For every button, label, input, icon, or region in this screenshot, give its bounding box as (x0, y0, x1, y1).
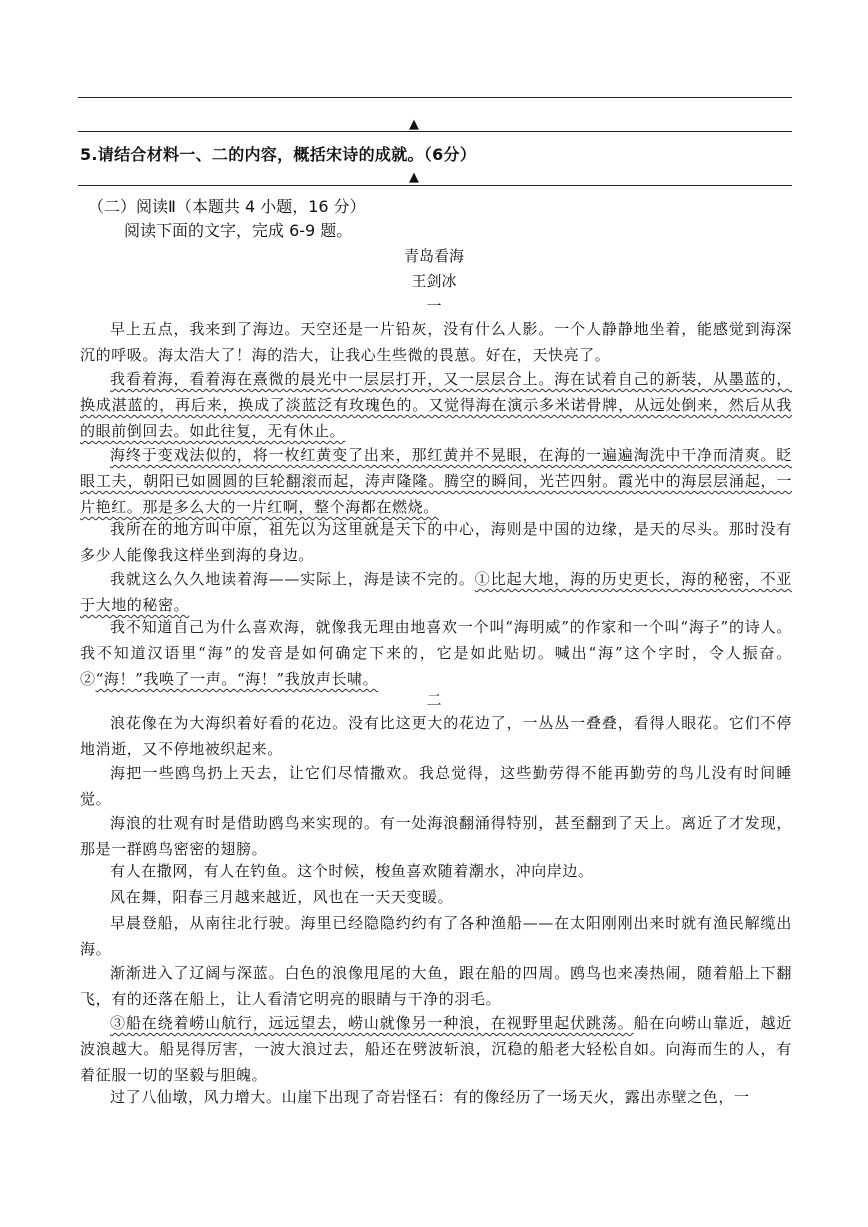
paragraph-12: 早晨登船，从南往北行驶。海里已经隐隐约约有了各种渔船——在太阳刚刚出来时就有渔民解缆出海。 (80, 914, 792, 958)
paragraph-13: 渐渐进入了辽阔与深蓝。白色的浪像甩尾的大鱼，跟在船的四周。鸥鸟也来凑热闹，随着船上下翻飞，有的还落在船上，让人看清它明亮的眼睛与干净的羽毛。 (80, 964, 792, 1008)
article-title: 青岛看海 (403, 247, 464, 265)
paragraph-6: 我不知道自己为什么喜欢海，就像我无理由地喜欢一个叫“海明威”的作家和一个叫“海子”的诗人。我不知道汉语里“海”的发音是如何确定下来的，它是如此贴切。喊出“海”这个字时，令人振奋。②“海！”我唤了一声。“海！”我放声长啸。 (80, 618, 792, 688)
paragraph-9: 海浪的壮观有时是借助鸥鸟来实现的。有一处海浪翻涌得特别，甚至翻到了天上。离近了才发现，那是一群鸥鸟密密的翅膀。 (80, 814, 792, 858)
underlined-sentence-2: “海！”我唤了一声。“海！”我放声长啸。 (95, 670, 379, 688)
answer-triangle-marker: ▲ (409, 117, 419, 132)
paragraph-5: 我就这么久久地读着海——实际上，海是读不完的。①比起大地，海的历史更长，海的秘密，不亚于大地的秘密。 (80, 570, 792, 614)
paragraph-10: 有人在撒网，有人在钓鱼。这个时候，梭鱼喜欢随着潮水，冲向岸边。 (110, 862, 594, 880)
section-instruction: 阅读下面的文字，完成 6-9 题。 (124, 221, 353, 240)
underlined-passage: 我看着海，看着海在熹微的晨光中一层层打开，又一层层合上。海在试着自己的新装，从墨蓝的，换成湛蓝的，再后来，换成了淡蓝泛有玫瑰色的。又觉得海在演示多米诺骨牌，从远处倒来，然后从我的眼前倒回去。如此往复，无有休止。 (80, 370, 792, 440)
paragraph-3 (80, 442, 792, 520)
paragraph-8: 海把一些鸥鸟扔上天去，让它们尽情撒欢。我总觉得，这些勤劳得不能再勤劳的鸟儿没有时间睡觉。 (80, 764, 792, 808)
answer-triangle-marker-2: ▲ (409, 170, 419, 185)
paragraph-11: 风在舞，阳春三月越来越近，风也在一天天变暖。 (110, 888, 454, 906)
underlined-passage: 海终于变戏法似的，将一枚红黄变了出来，那红黄并不晃眼，在海的一遍遍淘洗中干净而清爽。眨眼工夫，朝阳已如圆圆的巨轮翻滚而起，涛声隆隆。腾空的瞬间，光芒四射。霞光中的海层层涌起，一片艳红。那是多么大的一片红啊，整个海都在燃烧。 (80, 446, 792, 516)
paragraph-14: ③船在绕着崂山航行，远远望去，崂山就像另一种浪，在视野里起伏跳荡。船在向崂山靠近，越近波浪越大。船晃得厉害，一波大浪过去，船还在劈波斩浪，沉稳的船老大轻松自如。向海而生的人，有着征服一切的坚毅与胆魄。 (80, 1014, 792, 1084)
paragraph-2 (80, 366, 792, 444)
question-5: 5.请结合材料一、二的内容，概括宋诗的成就。（6分） (80, 145, 477, 164)
paragraph-1: 早上五点，我来到了海边。天空还是一片铅灰，没有什么人影。一个人静静地坐着，能感觉到海深沉的呼吸。海太浩大了！海的浩大，让我心生些微的畏葸。好在，天快亮了。 (80, 320, 792, 364)
answer-line (78, 131, 792, 132)
underlined-sentence-3: ③船在绕着崂山航行，远远望去，崂山就像另一种浪，在视野里起伏跳荡。 (110, 1014, 634, 1032)
part-two-label: 二 (426, 691, 442, 709)
paragraph-15: 过了八仙墩，风力增大。山崖下出现了奇岩怪石：有的像经历了一场天火，露出赤壁之色，一 (110, 1088, 750, 1106)
underlined-sentence-1: ①比起大地，海的历史更长，海的秘密，不亚于大地的秘密。 (80, 570, 792, 614)
paragraph-7: 浪花像在为大海织着好看的花边。没有比这更大的花边了，一丛丛一叠叠，看得人眼花。它们不停地消逝，又不停地被织起来。 (80, 714, 792, 758)
part-one-label: 一 (426, 297, 442, 315)
top-rule (78, 97, 792, 98)
paragraph-4: 我所在的地方叫中原，祖先以为这里就是天下的中心，海则是中国的边缘，是天的尽头。那时没有多少人能像我这样坐到海的身边。 (80, 520, 792, 564)
article-author: 王剑冰 (411, 272, 457, 290)
answer-line-2 (78, 185, 792, 186)
section-heading: （二）阅读Ⅱ（本题共 4 小题，16 分） (88, 197, 366, 216)
